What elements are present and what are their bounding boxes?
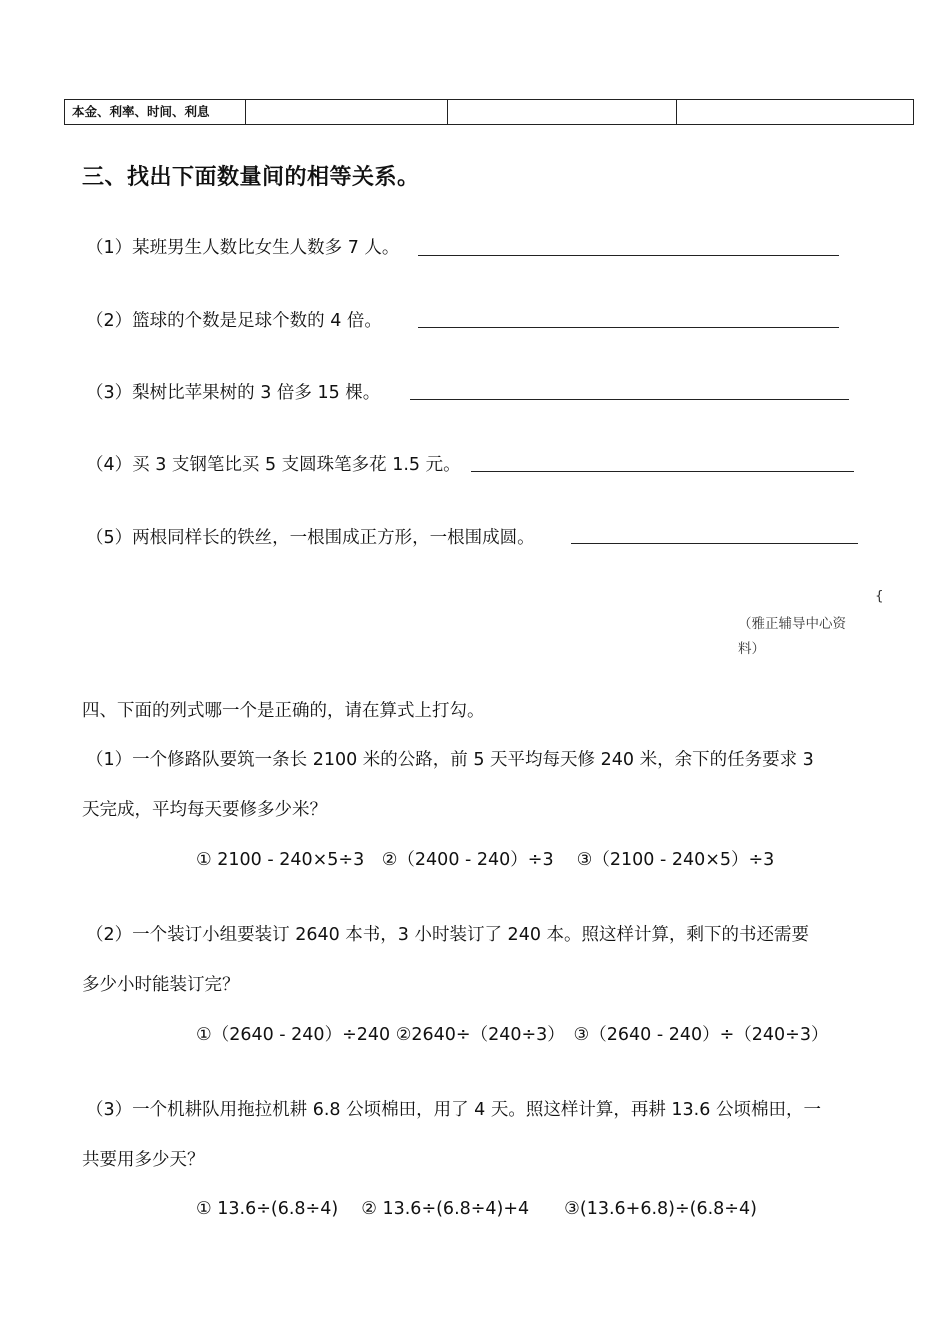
problem-1-line-2: 天完成，平均每天要修多少米？ <box>82 800 327 820</box>
answer-line-4[interactable] <box>471 471 854 472</box>
problem-1-line-1: （1）一个修路队要筑一条长 2100 米的公路，前 5 天平均每天修 240 米，余下的任务要求 3 <box>86 750 814 770</box>
problem-3-line-2: 共要用多少天？ <box>82 1150 205 1170</box>
section3-question-1: （1）某班男生人数比女生人数多 7 人。 <box>86 238 400 258</box>
answer-line-5[interactable] <box>571 543 858 544</box>
table-cell-blank[interactable] <box>448 100 677 124</box>
section3-question-3: （3）梨树比苹果树的 3 倍多 15 棵。 <box>86 383 381 403</box>
problem-1-options[interactable]: ① 2100 - 240×5÷3 ②（2400 - 240）÷3 ③（2100 - 240×5）÷3 <box>196 850 775 870</box>
answer-line-3[interactable] <box>410 399 849 400</box>
table-cell-blank[interactable] <box>246 100 448 124</box>
section3-title: 三、找出下面数量间的相等关系。 <box>82 165 420 190</box>
note-brace: { <box>875 588 884 604</box>
answer-line-1[interactable] <box>418 255 839 256</box>
table-row-label: 本金、利率、时间、利息 <box>65 100 246 124</box>
answer-line-2[interactable] <box>418 327 839 328</box>
section3-question-2: （2）篮球的个数是足球个数的 4 倍。 <box>86 311 382 331</box>
interest-table-row <box>64 99 914 125</box>
section4-title: 四、下面的列式哪一个是正确的，请在算式上打勾。 <box>82 701 485 721</box>
table-cell-blank[interactable] <box>677 100 913 124</box>
problem-3-options[interactable]: ① 13.6÷(6.8÷4) ② 13.6÷(6.8÷4)+4 ③(13.6+6.8)÷(6.8÷4) <box>196 1199 757 1219</box>
section3-question-5: （5）两根同样长的铁丝，一根围成正方形，一根围成圆。 <box>86 528 535 548</box>
problem-3-line-1: （3）一个机耕队用拖拉机耕 6.8 公顷棉田，用了 4 天。照这样计算，再耕 13.6 公顷棉田，一 <box>86 1100 821 1120</box>
note-line-1: （雅正辅导中心资 <box>738 616 846 632</box>
section3-question-4: （4）买 3 支钢笔比买 5 支圆珠笔多花 1.5 元。 <box>86 455 461 475</box>
problem-2-options[interactable]: ①（2640 - 240）÷240 ②2640÷（240÷3） ③（2640 - 240）÷（240÷3） <box>196 1025 829 1045</box>
problem-2-line-2: 多少小时能装订完？ <box>82 975 240 995</box>
problem-2-line-1: （2）一个装订小组要装订 2640 本书，3 小时装订了 240 本。照这样计算，剩下的书还需要 <box>86 925 810 945</box>
note-line-2: 料） <box>738 641 765 657</box>
